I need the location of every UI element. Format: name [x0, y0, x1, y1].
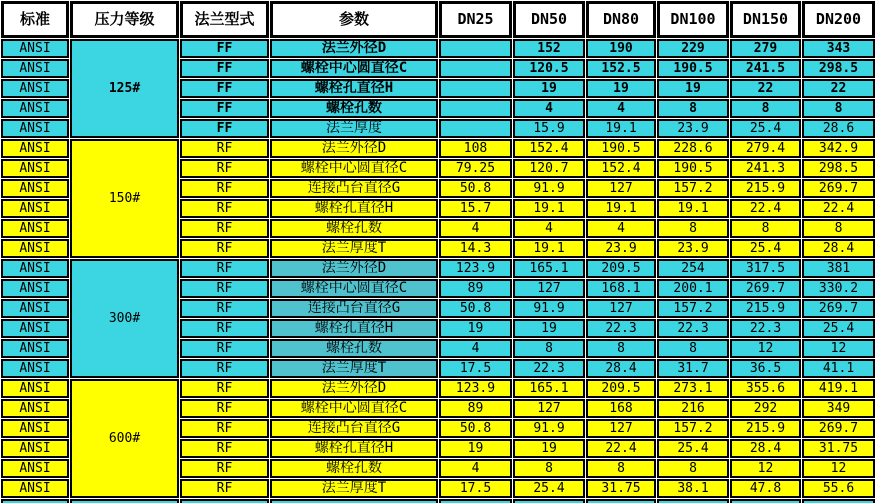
column-header-8: DN150	[730, 1, 801, 38]
value-cell: 79.25	[439, 159, 512, 178]
value-cell: 17.5	[439, 479, 512, 498]
standard-cell: ANSI	[1, 139, 69, 158]
standard-cell: ANSI	[1, 239, 69, 258]
value-cell: 152.4	[513, 139, 585, 158]
value-cell: 157.2	[657, 299, 729, 318]
value-cell: 4	[439, 459, 512, 478]
value-cell: 127	[586, 179, 656, 198]
value-cell: 108	[439, 139, 512, 158]
value-cell: 330.2	[802, 279, 875, 298]
value-cell: 152.5	[586, 59, 656, 78]
value-cell: 25.4	[730, 239, 801, 258]
value-cell: 50.8	[439, 419, 512, 438]
value-cell: 22.3	[586, 319, 656, 338]
clipped-cell	[657, 499, 729, 503]
standard-cell: ANSI	[1, 479, 69, 498]
standard-cell: ANSI	[1, 359, 69, 378]
value-cell: 12	[802, 459, 875, 478]
value-cell: 25.4	[657, 439, 729, 458]
value-cell: 190.5	[657, 159, 729, 178]
table-body	[1, 39, 875, 503]
value-cell: 28.6	[802, 119, 875, 138]
column-header-7: DN100	[657, 1, 729, 38]
value-cell: 22.4	[730, 199, 801, 218]
standard-cell: ANSI	[1, 419, 69, 438]
value-cell: 349	[802, 399, 875, 418]
pressure-class-cell: 125#	[70, 39, 179, 138]
value-cell: 22.4	[802, 199, 875, 218]
value-cell: 19.1	[513, 239, 585, 258]
value-cell: 279.4	[730, 139, 801, 158]
flange-type-cell: RF	[180, 379, 269, 398]
param-cell: 螺栓孔数	[270, 339, 438, 358]
value-cell: 23.9	[657, 239, 729, 258]
value-cell: 91.9	[513, 179, 585, 198]
value-cell: 228.6	[657, 139, 729, 158]
value-cell: 127	[586, 299, 656, 318]
flange-type-cell: RF	[180, 439, 269, 458]
standard-cell: ANSI	[1, 99, 69, 118]
clipped-cell	[802, 499, 875, 503]
standard-cell: ANSI	[1, 219, 69, 238]
value-cell: 381	[802, 259, 875, 278]
standard-cell: ANSI	[1, 159, 69, 178]
clipped-cell	[730, 499, 801, 503]
value-cell: 38.1	[657, 479, 729, 498]
value-cell: 209.5	[586, 379, 656, 398]
value-cell: 28.4	[730, 439, 801, 458]
column-header-9: DN200	[802, 1, 875, 38]
flange-type-cell: RF	[180, 479, 269, 498]
value-cell: 31.7	[657, 359, 729, 378]
flange-type-cell: RF	[180, 419, 269, 438]
value-cell: 55.6	[802, 479, 875, 498]
value-cell: 157.2	[657, 179, 729, 198]
value-cell: 8	[657, 459, 729, 478]
value-cell: 31.75	[586, 479, 656, 498]
value-cell: 269.7	[802, 299, 875, 318]
value-cell: 89	[439, 279, 512, 298]
flange-type-cell: FF	[180, 79, 269, 98]
value-cell: 19.1	[586, 119, 656, 138]
value-cell: 19	[657, 79, 729, 98]
clipped-cell	[70, 499, 179, 503]
table-row	[1, 259, 875, 278]
value-cell: 292	[730, 399, 801, 418]
param-cell: 法兰厚度T	[270, 359, 438, 378]
param-cell: 螺栓孔数	[270, 459, 438, 478]
param-cell: 螺栓中心圆直径C	[270, 159, 438, 178]
value-cell: 19	[513, 439, 585, 458]
column-header-4: DN25	[439, 1, 512, 38]
value-cell: 216	[657, 399, 729, 418]
header-row	[1, 1, 875, 38]
value-cell: 50.8	[439, 179, 512, 198]
flange-type-cell: FF	[180, 99, 269, 118]
value-cell: 47.8	[730, 479, 801, 498]
value-cell: 8	[657, 339, 729, 358]
value-cell	[439, 99, 512, 118]
standard-cell: ANSI	[1, 179, 69, 198]
value-cell: 273.1	[657, 379, 729, 398]
value-cell	[439, 119, 512, 138]
value-cell: 215.9	[730, 179, 801, 198]
flange-type-cell: RF	[180, 239, 269, 258]
flange-type-cell: RF	[180, 459, 269, 478]
value-cell: 127	[513, 399, 585, 418]
standard-cell: ANSI	[1, 319, 69, 338]
standard-cell: ANSI	[1, 39, 69, 58]
table-header	[1, 1, 875, 38]
value-cell: 89	[439, 399, 512, 418]
value-cell: 8	[802, 219, 875, 238]
value-cell: 120.7	[513, 159, 585, 178]
clipped-cell	[513, 499, 585, 503]
value-cell: 19	[513, 79, 585, 98]
clipped-cell	[439, 499, 512, 503]
value-cell: 190.5	[657, 59, 729, 78]
value-cell: 241.3	[730, 159, 801, 178]
param-cell: 法兰外径D	[270, 259, 438, 278]
column-header-5: DN50	[513, 1, 585, 38]
value-cell: 15.7	[439, 199, 512, 218]
value-cell: 229	[657, 39, 729, 58]
standard-cell: ANSI	[1, 399, 69, 418]
value-cell: 12	[730, 459, 801, 478]
value-cell: 19	[513, 319, 585, 338]
value-cell: 8	[657, 219, 729, 238]
value-cell: 25.4	[513, 479, 585, 498]
flange-type-cell: RF	[180, 279, 269, 298]
value-cell: 190.5	[586, 139, 656, 158]
standard-cell: ANSI	[1, 339, 69, 358]
value-cell: 8	[657, 99, 729, 118]
value-cell: 22	[802, 79, 875, 98]
standard-cell: ANSI	[1, 119, 69, 138]
value-cell: 4	[513, 219, 585, 238]
value-cell: 241.5	[730, 59, 801, 78]
param-cell: 螺栓中心圆直径C	[270, 399, 438, 418]
value-cell: 19	[439, 439, 512, 458]
table-row	[1, 379, 875, 398]
value-cell: 28.4	[586, 359, 656, 378]
value-cell: 355.6	[730, 379, 801, 398]
value-cell: 343	[802, 39, 875, 58]
value-cell: 165.1	[513, 259, 585, 278]
value-cell: 4	[439, 219, 512, 238]
standard-cell: ANSI	[1, 79, 69, 98]
value-cell: 200.1	[657, 279, 729, 298]
value-cell: 19.1	[586, 199, 656, 218]
value-cell: 8	[730, 99, 801, 118]
param-cell: 连接凸台直径G	[270, 179, 438, 198]
param-cell: 螺栓孔直径H	[270, 79, 438, 98]
value-cell: 12	[802, 339, 875, 358]
value-cell	[439, 79, 512, 98]
clipped-cell	[586, 499, 656, 503]
flange-type-cell: FF	[180, 39, 269, 58]
value-cell: 91.9	[513, 299, 585, 318]
standard-cell: ANSI	[1, 59, 69, 78]
value-cell: 22.3	[513, 359, 585, 378]
flange-type-cell: FF	[180, 119, 269, 138]
value-cell: 298.5	[802, 159, 875, 178]
column-header-1: 压力等级	[70, 1, 179, 38]
value-cell: 120.5	[513, 59, 585, 78]
param-cell: 法兰厚度T	[270, 239, 438, 258]
standard-cell: ANSI	[1, 379, 69, 398]
value-cell: 269.7	[730, 279, 801, 298]
param-cell: 法兰厚度	[270, 119, 438, 138]
value-cell: 269.7	[802, 179, 875, 198]
value-cell	[439, 59, 512, 78]
value-cell: 215.9	[730, 419, 801, 438]
column-header-2: 法兰型式	[180, 1, 269, 38]
clipped-cell	[270, 499, 438, 503]
value-cell: 22.4	[586, 439, 656, 458]
standard-cell: ANSI	[1, 299, 69, 318]
value-cell: 23.9	[657, 119, 729, 138]
table-row	[1, 139, 875, 158]
value-cell: 209.5	[586, 259, 656, 278]
value-cell: 22.3	[730, 319, 801, 338]
flange-type-cell: RF	[180, 219, 269, 238]
param-cell: 螺栓孔数	[270, 219, 438, 238]
value-cell: 50.8	[439, 299, 512, 318]
pressure-class-cell: 150#	[70, 139, 179, 258]
value-cell: 165.1	[513, 379, 585, 398]
value-cell: 4	[439, 339, 512, 358]
param-cell: 螺栓孔直径H	[270, 199, 438, 218]
flange-type-cell: RF	[180, 359, 269, 378]
value-cell: 127	[513, 279, 585, 298]
value-cell: 31.75	[802, 439, 875, 458]
standard-cell: ANSI	[1, 279, 69, 298]
standard-cell: ANSI	[1, 439, 69, 458]
column-header-3: 参数	[270, 1, 438, 38]
value-cell: 4	[513, 99, 585, 118]
value-cell: 168.1	[586, 279, 656, 298]
value-cell: 41.1	[802, 359, 875, 378]
clipped-cell	[180, 499, 269, 503]
pressure-class-cell: 600#	[70, 379, 179, 498]
value-cell: 8	[586, 459, 656, 478]
value-cell: 25.4	[730, 119, 801, 138]
value-cell: 123.9	[439, 259, 512, 278]
value-cell: 12	[730, 339, 801, 358]
value-cell: 152	[513, 39, 585, 58]
flange-type-cell: RF	[180, 339, 269, 358]
value-cell: 8	[513, 459, 585, 478]
value-cell: 19.1	[513, 199, 585, 218]
column-header-6: DN80	[586, 1, 656, 38]
param-cell: 法兰外径D	[270, 139, 438, 158]
value-cell: 17.5	[439, 359, 512, 378]
value-cell: 123.9	[439, 379, 512, 398]
standard-cell: ANSI	[1, 459, 69, 478]
value-cell: 298.5	[802, 59, 875, 78]
value-cell: 22.3	[657, 319, 729, 338]
value-cell: 15.9	[513, 119, 585, 138]
param-cell: 连接凸台直径G	[270, 299, 438, 318]
value-cell: 317.5	[730, 259, 801, 278]
value-cell: 269.7	[802, 419, 875, 438]
value-cell: 4	[586, 219, 656, 238]
value-cell: 4	[586, 99, 656, 118]
flange-type-cell: FF	[180, 59, 269, 78]
value-cell: 36.5	[730, 359, 801, 378]
value-cell: 279	[730, 39, 801, 58]
value-cell: 342.9	[802, 139, 875, 158]
flange-type-cell: RF	[180, 159, 269, 178]
column-header-0: 标准	[1, 1, 69, 38]
value-cell	[439, 39, 512, 58]
value-cell: 8	[802, 99, 875, 118]
pressure-class-cell: 300#	[70, 259, 179, 378]
value-cell: 190	[586, 39, 656, 58]
param-cell: 螺栓中心圆直径C	[270, 279, 438, 298]
flange-type-cell: RF	[180, 199, 269, 218]
value-cell: 254	[657, 259, 729, 278]
value-cell: 23.9	[586, 239, 656, 258]
value-cell: 25.4	[802, 319, 875, 338]
next-group-clipped-row	[1, 499, 875, 503]
standard-cell: ANSI	[1, 259, 69, 278]
flange-type-cell: RF	[180, 319, 269, 338]
flange-type-cell: RF	[180, 179, 269, 198]
value-cell: 14.3	[439, 239, 512, 258]
value-cell: 215.9	[730, 299, 801, 318]
param-cell: 法兰外径D	[270, 39, 438, 58]
value-cell: 19	[439, 319, 512, 338]
value-cell: 419.1	[802, 379, 875, 398]
value-cell: 8	[586, 339, 656, 358]
flange-type-cell: RF	[180, 299, 269, 318]
clipped-cell	[1, 499, 69, 503]
param-cell: 法兰外径D	[270, 379, 438, 398]
table-row	[1, 39, 875, 58]
value-cell: 152.4	[586, 159, 656, 178]
param-cell: 螺栓孔直径H	[270, 319, 438, 338]
value-cell: 28.4	[802, 239, 875, 258]
param-cell: 连接凸台直径G	[270, 419, 438, 438]
value-cell: 168	[586, 399, 656, 418]
flange-type-cell: RF	[180, 399, 269, 418]
value-cell: 19	[586, 79, 656, 98]
param-cell: 螺栓中心圆直径C	[270, 59, 438, 78]
value-cell: 127	[586, 419, 656, 438]
value-cell: 22	[730, 79, 801, 98]
param-cell: 法兰厚度T	[270, 479, 438, 498]
param-cell: 螺栓孔数	[270, 99, 438, 118]
value-cell: 19.1	[657, 199, 729, 218]
flange-type-cell: RF	[180, 259, 269, 278]
flange-type-cell: RF	[180, 139, 269, 158]
value-cell: 91.9	[513, 419, 585, 438]
value-cell: 157.2	[657, 419, 729, 438]
standard-cell: ANSI	[1, 199, 69, 218]
param-cell: 螺栓孔直径H	[270, 439, 438, 458]
value-cell: 8	[513, 339, 585, 358]
value-cell: 8	[730, 219, 801, 238]
